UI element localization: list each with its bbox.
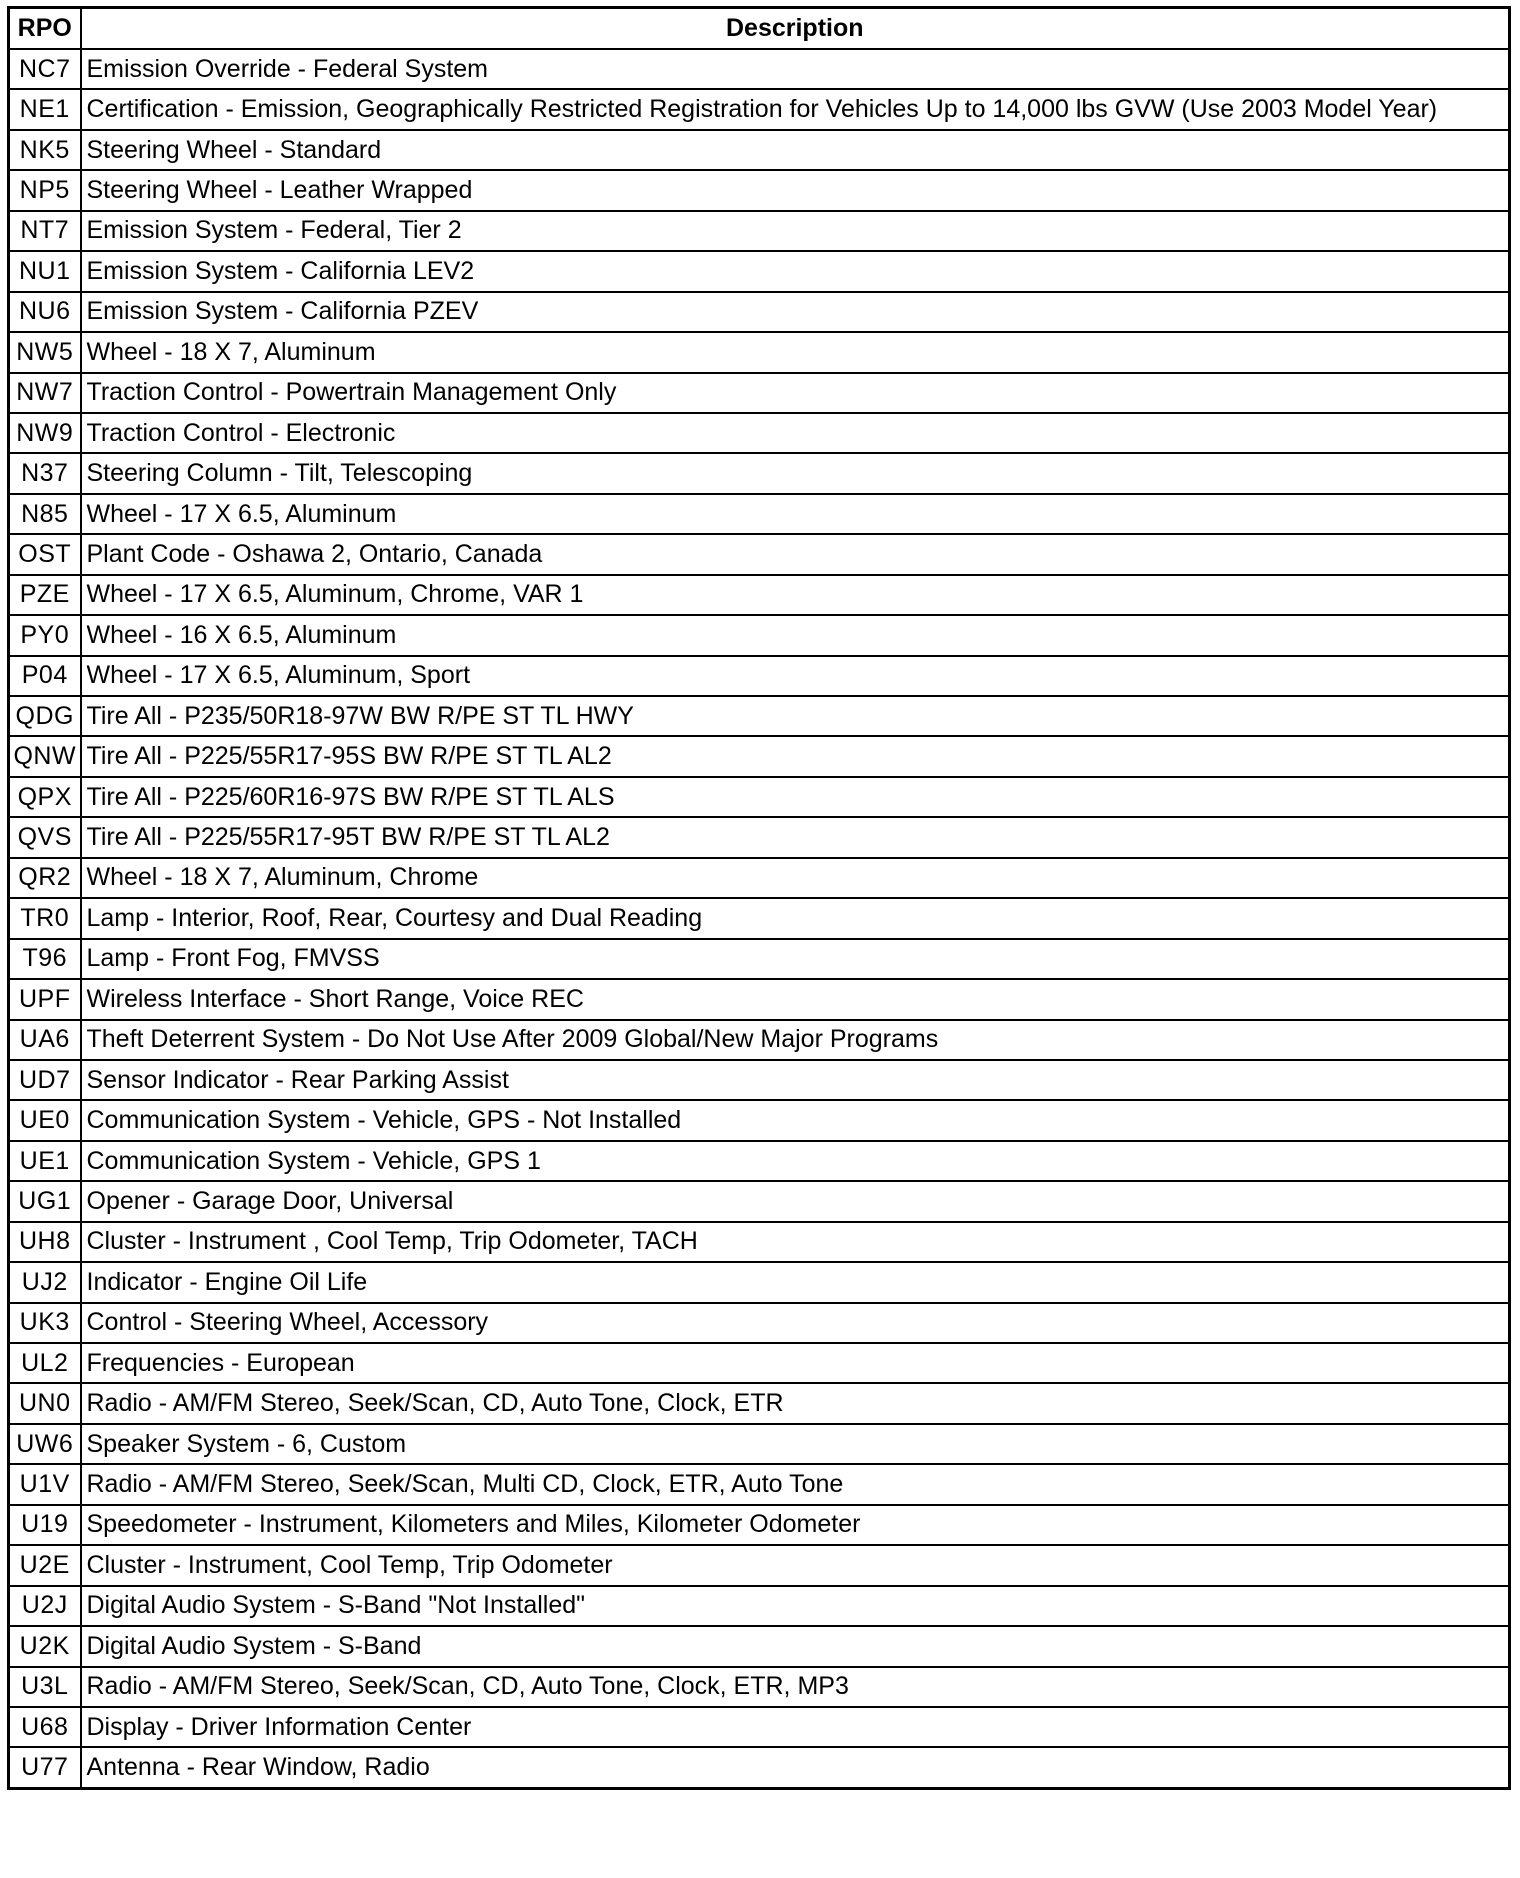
table-row	[9, 1060, 1510, 1100]
description-cell: Tire All - P235/50R18-97W BW R/PE ST TL HWY	[81, 696, 1510, 736]
table-row	[9, 615, 1510, 655]
description-cell: Cluster - Instrument , Cool Temp, Trip Odometer, TACH	[81, 1222, 1510, 1262]
table-row	[9, 858, 1510, 898]
table-row	[9, 736, 1510, 776]
header-rpo: RPO	[9, 8, 81, 50]
description-cell: Traction Control - Electronic	[81, 413, 1510, 453]
rpo-code-cell: QPX	[9, 777, 81, 817]
description-cell: Speedometer - Instrument, Kilometers and Miles, Kilometer Odometer	[81, 1505, 1510, 1545]
description-cell: Antenna - Rear Window, Radio	[81, 1747, 1510, 1788]
rpo-code-cell: PY0	[9, 615, 81, 655]
rpo-code-cell: U1V	[9, 1464, 81, 1504]
rpo-code-cell: PZE	[9, 575, 81, 615]
rpo-code-cell: NU6	[9, 292, 81, 332]
table-row	[9, 332, 1510, 372]
description-cell: Sensor Indicator - Rear Parking Assist	[81, 1060, 1510, 1100]
table-row	[9, 817, 1510, 857]
rpo-code-cell: NK5	[9, 130, 81, 170]
description-cell: Wheel - 17 X 6.5, Aluminum	[81, 494, 1510, 534]
rpo-code-cell: UK3	[9, 1303, 81, 1343]
rpo-code-cell: U19	[9, 1505, 81, 1545]
rpo-code-cell: OST	[9, 534, 81, 574]
table-row	[9, 251, 1510, 291]
table-row	[9, 1181, 1510, 1221]
rpo-code-cell: UD7	[9, 1060, 81, 1100]
table-row	[9, 1141, 1510, 1181]
table-row	[9, 1383, 1510, 1423]
table-row	[9, 130, 1510, 170]
description-cell: Traction Control - Powertrain Management Only	[81, 373, 1510, 413]
rpo-code-cell: NT7	[9, 211, 81, 251]
rpo-code-cell: U2E	[9, 1545, 81, 1585]
rpo-code-cell: NC7	[9, 49, 81, 89]
table-row	[9, 1626, 1510, 1666]
description-cell: Emission System - California LEV2	[81, 251, 1510, 291]
description-cell: Lamp - Front Fog, FMVSS	[81, 939, 1510, 979]
table-row	[9, 1505, 1510, 1545]
table-row	[9, 49, 1510, 89]
rpo-code-cell: P04	[9, 656, 81, 696]
description-cell: Frequencies - European	[81, 1343, 1510, 1383]
description-cell: Indicator - Engine Oil Life	[81, 1262, 1510, 1302]
rpo-code-cell: U2K	[9, 1626, 81, 1666]
table-row	[9, 1747, 1510, 1788]
rpo-code-cell: UN0	[9, 1383, 81, 1423]
table-row	[9, 1100, 1510, 1140]
rpo-code-cell: N37	[9, 453, 81, 493]
table-row	[9, 1545, 1510, 1585]
description-cell: Digital Audio System - S-Band	[81, 1626, 1510, 1666]
description-cell: Communication System - Vehicle, GPS 1	[81, 1141, 1510, 1181]
description-cell: Wheel - 16 X 6.5, Aluminum	[81, 615, 1510, 655]
description-cell: Wireless Interface - Short Range, Voice REC	[81, 979, 1510, 1019]
table-row	[9, 1303, 1510, 1343]
table-row	[9, 898, 1510, 938]
description-cell: Radio - AM/FM Stereo, Seek/Scan, CD, Auto Tone, Clock, ETR, MP3	[81, 1667, 1510, 1707]
rpo-code-cell: UA6	[9, 1020, 81, 1060]
table-row	[9, 575, 1510, 615]
description-cell: Speaker System - 6, Custom	[81, 1424, 1510, 1464]
table-row	[9, 1424, 1510, 1464]
rpo-code-cell: NW9	[9, 413, 81, 453]
rpo-code-table	[7, 6, 1511, 1790]
description-cell: Radio - AM/FM Stereo, Seek/Scan, Multi CD, Clock, ETR, Auto Tone	[81, 1464, 1510, 1504]
table-row	[9, 656, 1510, 696]
description-cell: Wheel - 18 X 7, Aluminum	[81, 332, 1510, 372]
rpo-code-cell: NE1	[9, 89, 81, 129]
table-row	[9, 1222, 1510, 1262]
rpo-code-cell: NP5	[9, 170, 81, 210]
rpo-code-cell: NW5	[9, 332, 81, 372]
table-row	[9, 292, 1510, 332]
table-row	[9, 373, 1510, 413]
table-row	[9, 211, 1510, 251]
description-cell: Radio - AM/FM Stereo, Seek/Scan, CD, Auto Tone, Clock, ETR	[81, 1383, 1510, 1423]
table-row	[9, 170, 1510, 210]
rpo-code-cell: UG1	[9, 1181, 81, 1221]
description-cell: Plant Code - Oshawa 2, Ontario, Canada	[81, 534, 1510, 574]
rpo-code-cell: U3L	[9, 1667, 81, 1707]
description-cell: Emission Override - Federal System	[81, 49, 1510, 89]
table-row	[9, 777, 1510, 817]
rpo-code-cell: QR2	[9, 858, 81, 898]
table-row	[9, 696, 1510, 736]
table-row	[9, 1020, 1510, 1060]
table-row	[9, 1343, 1510, 1383]
description-cell: Steering Wheel - Standard	[81, 130, 1510, 170]
rpo-code-cell: UJ2	[9, 1262, 81, 1302]
description-cell: Wheel - 18 X 7, Aluminum, Chrome	[81, 858, 1510, 898]
header-description: Description	[81, 8, 1510, 50]
table-row	[9, 1262, 1510, 1302]
description-cell: Communication System - Vehicle, GPS - Not Installed	[81, 1100, 1510, 1140]
description-cell: Steering Column - Tilt, Telescoping	[81, 453, 1510, 493]
rpo-code-cell: UPF	[9, 979, 81, 1019]
table-row	[9, 979, 1510, 1019]
rpo-code-cell: NU1	[9, 251, 81, 291]
description-cell: Wheel - 17 X 6.5, Aluminum, Chrome, VAR 1	[81, 575, 1510, 615]
rpo-code-cell: UH8	[9, 1222, 81, 1262]
rpo-code-cell: U68	[9, 1707, 81, 1747]
description-cell: Theft Deterrent System - Do Not Use After 2009 Global/New Major Programs	[81, 1020, 1510, 1060]
description-cell: Cluster - Instrument, Cool Temp, Trip Odometer	[81, 1545, 1510, 1585]
table-row	[9, 494, 1510, 534]
description-cell: Emission System - California PZEV	[81, 292, 1510, 332]
table-row	[9, 453, 1510, 493]
table-row	[9, 1707, 1510, 1747]
table-header-row	[9, 8, 1510, 50]
rpo-code-cell: UL2	[9, 1343, 81, 1383]
rpo-code-cell: U77	[9, 1747, 81, 1788]
rpo-code-cell: TR0	[9, 898, 81, 938]
rpo-code-cell: N85	[9, 494, 81, 534]
table-row	[9, 1667, 1510, 1707]
description-cell: Certification - Emission, Geographically Restricted Registration for Vehicles Up to 14,000 lbs GVW (Use 2003 Model Year)	[81, 89, 1510, 129]
rpo-code-cell: U2J	[9, 1586, 81, 1626]
table-body	[9, 49, 1510, 1788]
description-cell: Steering Wheel - Leather Wrapped	[81, 170, 1510, 210]
description-cell: Tire All - P225/55R17-95S BW R/PE ST TL AL2	[81, 736, 1510, 776]
rpo-code-cell: UE0	[9, 1100, 81, 1140]
description-cell: Tire All - P225/55R17-95T BW R/PE ST TL AL2	[81, 817, 1510, 857]
table-row	[9, 89, 1510, 129]
rpo-code-cell: UE1	[9, 1141, 81, 1181]
description-cell: Opener - Garage Door, Universal	[81, 1181, 1510, 1221]
rpo-code-cell: QVS	[9, 817, 81, 857]
description-cell: Display - Driver Information Center	[81, 1707, 1510, 1747]
rpo-code-cell: QDG	[9, 696, 81, 736]
description-cell: Lamp - Interior, Roof, Rear, Courtesy and Dual Reading	[81, 898, 1510, 938]
description-cell: Emission System - Federal, Tier 2	[81, 211, 1510, 251]
rpo-code-cell: UW6	[9, 1424, 81, 1464]
table-row	[9, 534, 1510, 574]
table-row	[9, 1586, 1510, 1626]
table-header	[9, 8, 1510, 50]
table-row	[9, 939, 1510, 979]
rpo-code-cell: T96	[9, 939, 81, 979]
description-cell: Tire All - P225/60R16-97S BW R/PE ST TL ALS	[81, 777, 1510, 817]
description-cell: Wheel - 17 X 6.5, Aluminum, Sport	[81, 656, 1510, 696]
description-cell: Digital Audio System - S-Band "Not Installed"	[81, 1586, 1510, 1626]
table-row	[9, 1464, 1510, 1504]
table-row	[9, 413, 1510, 453]
rpo-code-cell: QNW	[9, 736, 81, 776]
description-cell: Control - Steering Wheel, Accessory	[81, 1303, 1510, 1343]
rpo-code-cell: NW7	[9, 373, 81, 413]
